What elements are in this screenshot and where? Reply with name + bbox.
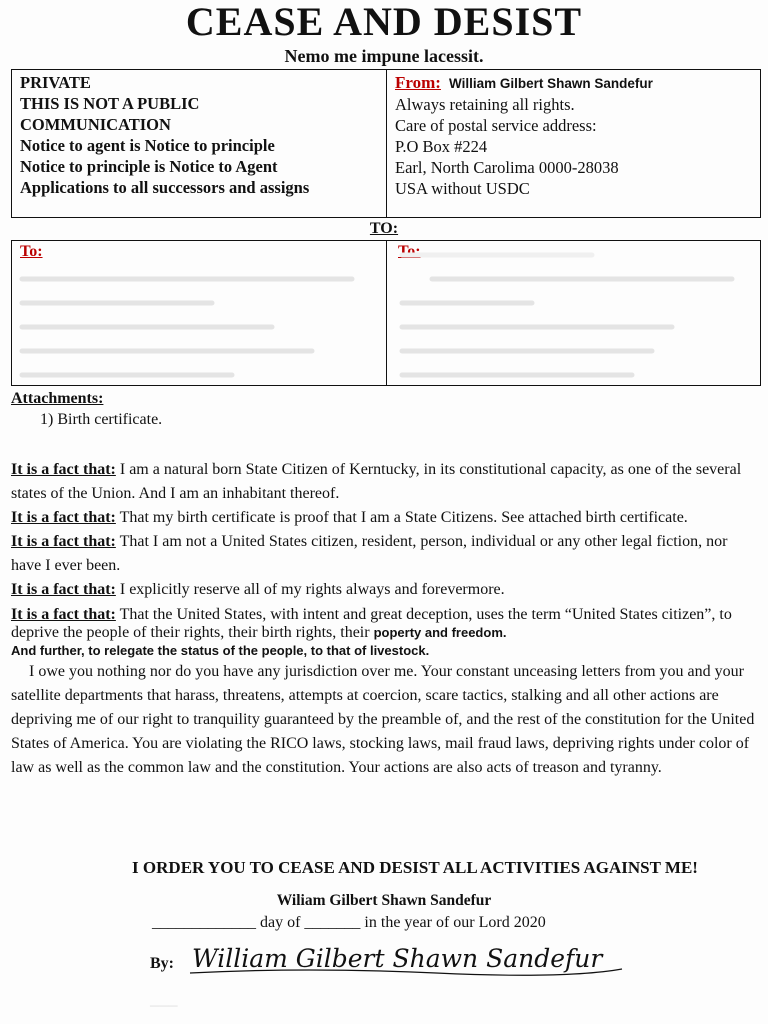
notice-line: COMMUNICATION (20, 115, 171, 134)
notice-line: Applications to all successors and assigns (20, 178, 310, 197)
from-line: Earl, North Carolima 0000-28038 (395, 158, 619, 177)
fact-paragraph (11, 578, 761, 602)
signature-text: William Gilbert Shawn Sandefur (192, 944, 603, 973)
fact-text: I am a natural born State Citizen of Kerntucky, in its constitutional capacity, as one of the several states of the Union. And I am an inhabitant thereof. (11, 461, 742, 502)
fact-text-bold: poperty and freedom. (373, 625, 507, 640)
fact-label: It is a fact that: (11, 581, 116, 598)
notice-line: Notice to principle is Notice to Agent (20, 157, 278, 176)
fact-text-bold: And further, to relegate the status of the people, to that of livestock. (11, 643, 430, 658)
from-name: William Gilbert Shawn Sandefur (448, 76, 653, 91)
document-title: CEASE AND DESIST (185, 0, 583, 44)
to-box (11, 240, 761, 386)
facts-section (11, 458, 761, 780)
date-line: _____________ day of _______ in the year of our Lord 2020 (152, 914, 546, 931)
notice-line: PRIVATE (20, 73, 91, 92)
header-divider (386, 70, 387, 217)
to-left-label: To: (20, 243, 43, 260)
from-line: P.O Box #224 (395, 137, 488, 156)
from-block (395, 72, 755, 199)
fact-paragraph (11, 506, 761, 530)
from-line: Always retaining all rights. (395, 95, 575, 114)
fact-label: It is a fact that: (11, 533, 116, 550)
from-label: From: (395, 73, 441, 92)
notice-block (20, 72, 380, 198)
header-box (11, 69, 761, 218)
to-heading: TO: (369, 220, 399, 237)
fact-label: It is a fact that: (11, 509, 116, 526)
attachment-item: 1) Birth certificate. (40, 411, 163, 428)
faint-bleedthrough-lines (12, 243, 758, 383)
notice-line: THIS IS NOT A PUBLIC (20, 94, 200, 113)
fact-paragraph (11, 606, 761, 660)
fact-label: It is a fact that: (11, 606, 116, 623)
fact-text: That the United States, with intent and great deception, uses the term “United States citizen”, to deprive the people of their rights, their birth rights, their (11, 606, 732, 641)
fact-paragraph (11, 530, 761, 578)
to-right-label: To: (398, 243, 421, 260)
from-line: USA without USDC (395, 179, 530, 198)
order-statement: I ORDER YOU TO CEASE AND DESIST ALL ACTIVITIES AGAINST ME! (132, 858, 698, 877)
handwritten-signature (186, 937, 626, 983)
fact-text: That my birth certificate is proof that I am a State Citizens. See attached birth certificate. (115, 509, 688, 526)
from-line: Care of postal service address: (395, 116, 597, 135)
faint-bleedthrough-mark: ─── (150, 998, 178, 1013)
motto: Nemo me impune lacessit. (284, 46, 484, 66)
fact-text: I explicitly reserve all of my rights always and forevermore. (115, 581, 505, 598)
fact-label: It is a fact that: (11, 461, 116, 478)
by-label: By: (150, 955, 174, 972)
fact-text: That I am not a United States citizen, resident, person, individual or any other legal fiction, nor have I ever been. (11, 533, 728, 574)
attachments-heading: Attachments: (11, 390, 104, 407)
owe-paragraph: I owe you nothing nor do you have any jurisdiction over me. Your constant unceasing letters from you and your satellite departments that harass, threatens, attempts at coercion, scare tactics, stalking and all other actions are depriving me of our right to tranquility guaranteed by the preamble of, and the rest of the constitution for the United States of America. You are violating the RICO laws, stocking laws, mail fraud laws, depriving rights under color of law as well as the common law and the constitution. Your actions are also acts of treason and tyranny. (11, 663, 755, 776)
fact-paragraph (11, 458, 761, 506)
signer-name: Wiliam Gilbert Shawn Sandefur (276, 892, 492, 909)
notice-line: Notice to agent is Notice to principle (20, 136, 275, 155)
